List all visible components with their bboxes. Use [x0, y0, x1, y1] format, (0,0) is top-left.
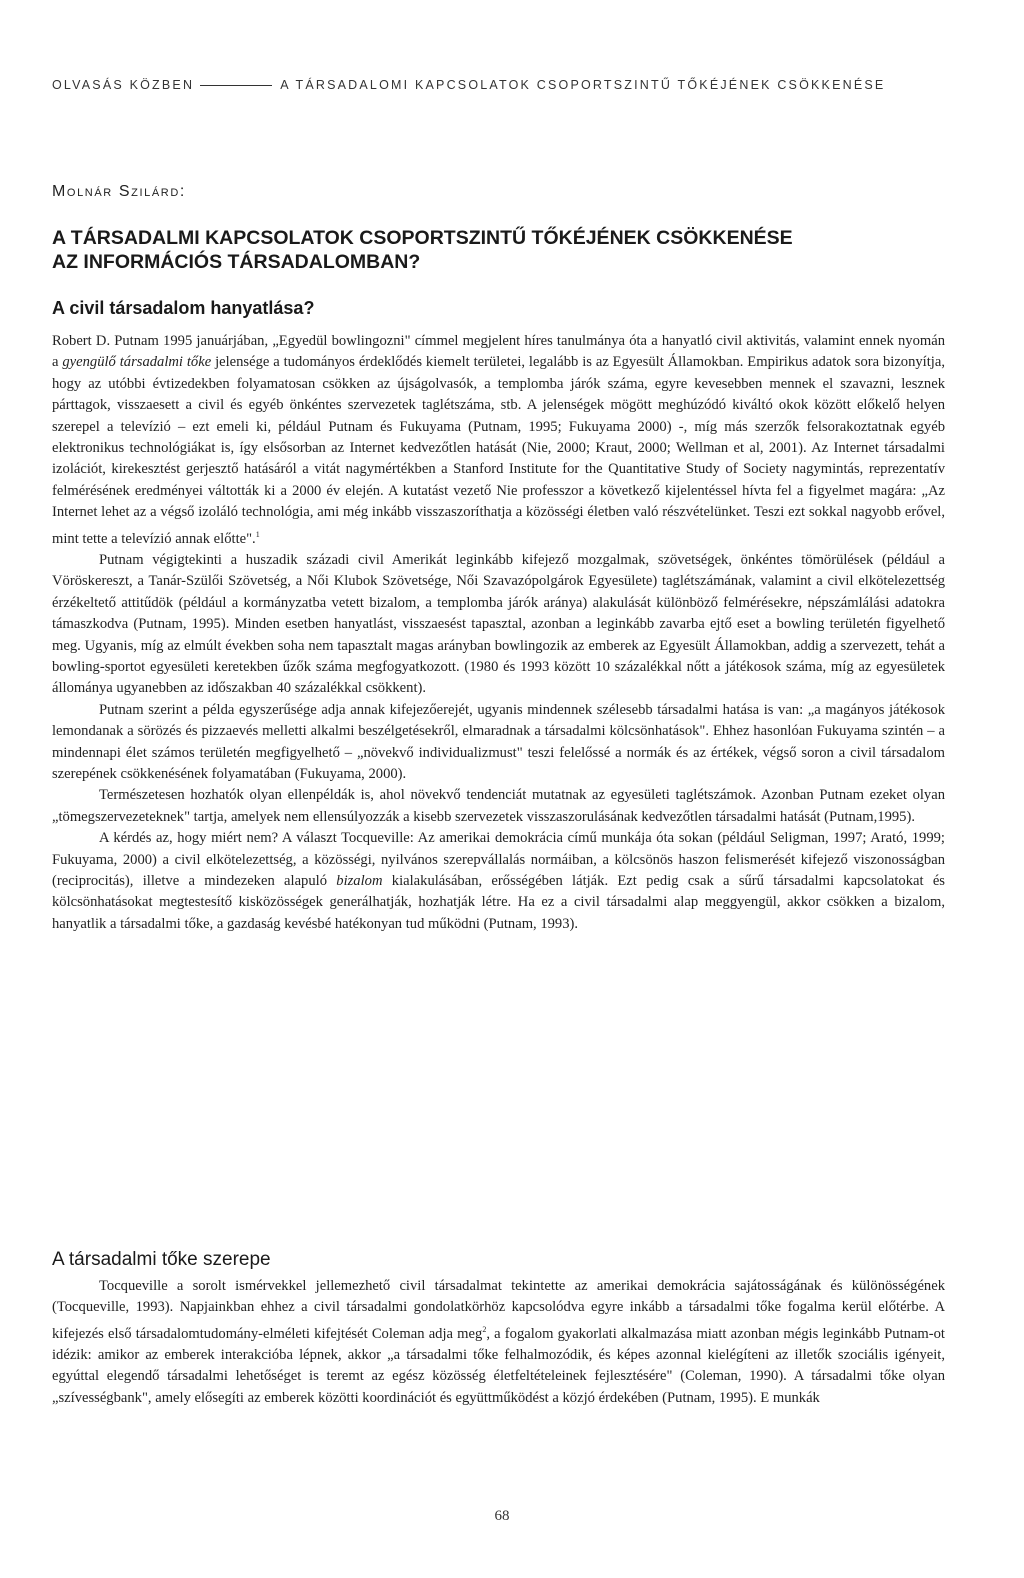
paragraph-5-italic: bizalom: [336, 873, 383, 890]
paragraph-2: Putnam végigtekinti a huszadik századi civil Amerikát leginkább kifejező mozgalmak, szövetségek, önkéntes tömörülések (például a Vöröskereszt, a Tanár-Szülői Szövetség, a Női Klubok Szövetsége, Női Szavazópolgárok Egyesülete) taglétszámának, valamint a civil elkötelezettség érzékeltető attitűdök (például a kormányzatba vetett bizalom, a templomba járók aránya) alakulását különböző felmérésekre, népszámlálási adatokra támaszkodva (Putnam, 1995). Minden esetben hanyatlást, visszaesést tapasztal, azonban a leginkább zavarba ejtő eset a bowling területén figyelhető meg. Ugyanis, míg az elmúlt években soha nem tapasztalt magas arányban bowlingozik az emberek az Egyesült Államokban, addig a szervezett, tehát a bowling-sportot egyesületi keretekben űzők száma megfogyatkozott. (1980 és 1993 között 10 százalékkal nőtt a játékosok száma, míg az egyesületek állománya ugyanebben az időszakban 40 százalékkal csökkent).: [52, 551, 945, 697]
paragraph-6-text-a: Tocqueville a sorolt ismérvekkel jellemezhető civil társadalmat tekintette az amerikai demokrácia sajátosságának és különösségének (Tocqueville, 1993). Napjainkban ehhez a civil társadalmi gondolatkörhöz kapcsolódva egyre inkább a társadalmi tőke fogalma kerül előtérbe. A kifejezés első társadalomtudomány-elméleti kifejtését Coleman adja meg: [52, 1278, 945, 1342]
paragraph-1-text-b: jelensége a tudományos érdeklődés kiemelt területei, legalább is az Egyesült Államokban. Empirikus adatok sora bizonyítja, hogy az utóbbi évtizedekben folyamatosan csökken az újságolvasók, a templomba járók száma, egyre kevesebben mennek el szavazni, lesznek párttagok, visszaesett a civil és egyéb önkéntes szervezetek taglétszáma, stb. A jelenségek mögött meghúzódó kiváltó okok között előkelő helyen szerepel a televízió – ezt emeli ki, például Putnam és Fukuyama (Putnam, 1995; Fukuyama 2000) -, míg más szerzők felsorakoztatnak egyéb elektronikus technológiákat is, így elsősorban az Internet kedvezőtlen hatását (Nie, 2000; Kraut, 2000; Wellman et al, 2001). Az Internet társadalmi izolációt, kirekesztést gerjesztő hatásáról a vitát nagymértékben a Stanford Institute for the Quantitative Study of Society nagymintás, reprezentatív felmérésének eredményei váltották ki a 2000 év elején. A kutatást vezető Nie professzor a következő kijelentéssel hívta fel a figyelmet magára: „Az Internet lehet az a végső izoláló technológia, ami még inkább visszaszoríthatja a közösségi életben való részvételünket. Teszi ezt sokkal nagyobb erővel, mint tette a televízió annak előtte".: [52, 354, 945, 547]
page-number: 68: [494, 1508, 510, 1524]
paragraph-5: [52, 828, 945, 935]
title-line-2: AZ INFORMÁCIÓS TÁRSADALOMBAN?: [52, 251, 421, 273]
running-head-left: OLVASÁS KÖZBEN: [52, 78, 195, 92]
title-line-1: A TÁRSADALMI KAPCSOLATOK CSOPORTSZINTŰ TŐKÉJÉNEK CSÖKKENÉSE: [52, 227, 793, 249]
running-head-right: A TÁRSADALOMI KAPCSOLATOK CSOPORTSZINTŰ TŐKÉJÉNEK CSÖKKENÉSE: [280, 78, 886, 92]
section-2-heading: A társadalmi tőke szerepe: [52, 1249, 271, 1270]
section-2-body: [52, 1276, 945, 1409]
paragraph-3: Putnam szerint a példa egyszerűsége adja annak kifejezőerejét, ugyanis mindennek szélesebb társadalmi hatása is van: „a magányos játékosok lemondanak a sörözés és pizzaevés melletti alkalmi beszélgetésekről, elmaradnak a társadalmi kölcsönhatások". Ehhez hasonlóan Fukuyama szintén – a mindennapi élet számos területén megfigyelhető – „növekvő individualizmust" teszi felelőssé a normák és az értékek, végső soron a civil társadalom szerepének csökkenésének folyamatában (Fukuyama, 2000).: [52, 701, 945, 782]
paragraph-5-text-a: A kérdés az, hogy miért nem? A választ Tocqueville: Az amerikai demokrácia című munkája óta sokan (például Seligman, 1997; Arató, 1999; Fukuyama, 2000) a civil elkötelezettség, a közösségi, nyilvános szerepvállalás normáiban, a kölcsönös haszon felismerését kifejező viszonosságban (reciprocitás), illetve a mindezeken alapuló: [52, 830, 945, 890]
running-head: [52, 78, 972, 92]
paragraph-6-text-b: , a fogalom gyakorlati alkalmazása miatt azonban mégis leginkább Putnam-ot idézik: amikor az emberek interakcióba lépnek, akkor „a társadalmi tőke felhalmozódik, és képes azonnal kielégíteni az illetők szociális igényeit, egyúttal elegendő társadalmi lehetőséget is teremt az egész közösség életfeltételeinek fejlesztésére" (Coleman, 1990). A társadalmi tőke olyan „szívességbank", amely elősegíti az emberek közötti koordinációt és együttműködést a közjó érdekében (Putnam, 1995). E munkák: [52, 1325, 945, 1406]
paragraph-1: [52, 331, 945, 550]
article-title: [52, 226, 952, 274]
section-1-body: [52, 331, 945, 935]
paragraph-5-text-b: kialakulásában, erősségében látják. Ezt pedig csak a sűrű társadalmi kapcsolatokat és kölcsönhatásokat megtestesítő kisközösségek generálhatják, hozhatják létre. Ha ez a civil társadalmi alap meggyengül, akkor csökken a bizalom, hanyatlik a társadalmi tőke, a gazdaság kevésbé hatékonyan tud működni (Putnam, 1993).: [52, 873, 945, 932]
paragraph-1-text-a: Robert D. Putnam 1995 januárjában, „Egyedül bowlingozni" címmel megjelent híres tanulmánya óta a hanyatló civil aktivitás, valamint ennek nyomán a: [52, 333, 945, 371]
document-page: [52, 0, 972, 1578]
paragraph-4: Természetesen hozhatók olyan ellenpéldák is, ahol növekvő tendenciát mutatnak az egyesületi taglétszámok. Azonban Putnam ezeket olyan „tömegszervezeteknek" tartja, amelyek nem ellensúlyozzák a kisebb szervezetek visszaszorulásának kedvezőtlen társadalmi hatását (Putnam,1995).: [52, 787, 945, 825]
footnote-marker-2: 2: [482, 1324, 487, 1334]
running-head-rule: [200, 85, 272, 86]
footnote-marker-1: 1: [255, 529, 260, 539]
author-name: Molnár Szilárd:: [52, 183, 186, 200]
section-subtitle: A civil társadalom hanyatlása?: [52, 298, 315, 318]
paragraph-6: [52, 1276, 945, 1409]
paragraph-1-italic: gyengülő társadalmi tőke: [62, 354, 212, 371]
